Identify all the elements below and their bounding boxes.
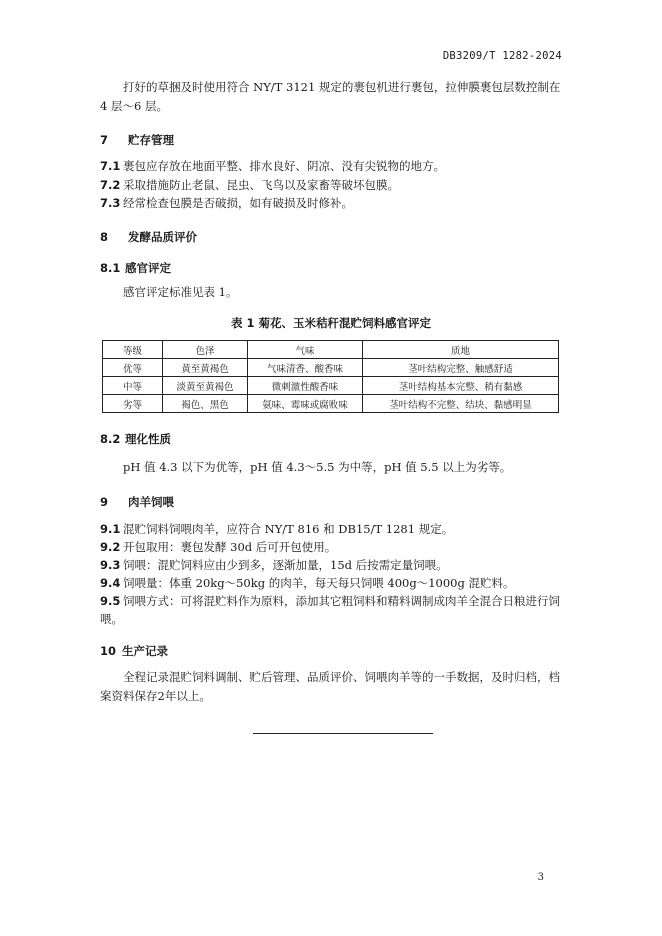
subsection-number: 8.2 xyxy=(100,432,121,446)
subsection-title: 感官评定 xyxy=(125,261,171,275)
clause-text: 饲喂方式：可将混贮料作为原料，添加其它粗饲料和精料调制成肉羊全混合日粮进行饲喂。 xyxy=(100,594,560,626)
section-number: 8 xyxy=(100,230,109,244)
table-cell: 劣等 xyxy=(103,395,163,413)
clause-text: 开包取用：裹包发酵 30d 后可开包使用。 xyxy=(123,540,337,554)
clause-9-1 xyxy=(100,520,570,538)
clause-9-4 xyxy=(100,574,570,592)
page-number: 3 xyxy=(537,872,544,883)
table-cell: 黄至黄褐色 xyxy=(163,359,248,377)
table-header-cell: 气味 xyxy=(248,341,363,359)
table-row xyxy=(103,359,559,377)
section-10-text: 全程记录混贮饲料调制、贮后管理、品质评价、饲喂肉羊等的一手数据，及时归档，档案资料保存2年以上。 xyxy=(100,670,560,703)
table-cell: 微刺激性酸香味 xyxy=(248,377,363,395)
clause-number: 9.2 xyxy=(100,540,121,554)
document-code: DB3209/T 1282-2024 xyxy=(442,50,562,62)
section-8-heading xyxy=(100,229,197,245)
section-7-heading xyxy=(100,132,174,148)
table-row xyxy=(103,395,559,413)
clause-text: 饲喂量：体重 20kg～50kg 的肉羊，每天每只饲喂 400g～1000g 混贮料。 xyxy=(123,576,515,590)
clause-number: 7.3 xyxy=(100,196,121,210)
table-header-row xyxy=(103,341,559,359)
clause-9-3 xyxy=(100,556,570,574)
intro-paragraph: 打好的草捆及时使用符合 NY/T 3121 规定的裹包机进行裹包，拉伸膜裹包层数控制在 4 层～6 层。 xyxy=(100,80,561,113)
clause-9-5 xyxy=(100,592,562,628)
clause-text: 经常检查包膜是否破损，如有破损及时修补。 xyxy=(123,196,353,210)
section-number: 9 xyxy=(100,495,109,509)
table-cell: 茎叶结构基本完整、稍有黏感 xyxy=(363,377,559,395)
subsection-8-2-text: pH 值 4.3 以下为优等，pH 值 4.3～5.5 为中等，pH 值 5.5 以上为劣等。 xyxy=(123,460,512,474)
section-number: 10 xyxy=(100,644,117,658)
clause-7-2 xyxy=(100,176,570,194)
section-title: 肉羊饲喂 xyxy=(128,495,174,509)
table-cell: 淡黄至黄褐色 xyxy=(163,377,248,395)
section-number: 7 xyxy=(100,133,109,147)
table-cell: 褐色、黑色 xyxy=(163,395,248,413)
clause-number: 9.4 xyxy=(100,576,121,590)
clause-number: 9.5 xyxy=(100,594,121,608)
section-10-heading xyxy=(100,643,168,659)
table-header-cell: 色泽 xyxy=(163,341,248,359)
table-cell: 茎叶结构不完整、结块、黏感明显 xyxy=(363,395,559,413)
clause-9-2 xyxy=(100,538,570,556)
clause-text: 混贮饲料饲喂肉羊，应符合 NY/T 816 和 DB15/T 1281 规定。 xyxy=(123,522,454,536)
clause-text: 采取措施防止老鼠、昆虫、飞鸟以及家畜等破坏包膜。 xyxy=(123,178,399,192)
clause-text: 饲喂：混贮饲料应由少到多，逐渐加量，15d 后按需定量饲喂。 xyxy=(123,558,448,572)
subsection-title: 理化性质 xyxy=(125,432,171,446)
clause-7-3 xyxy=(100,194,570,212)
table-row xyxy=(103,377,559,395)
end-rule xyxy=(253,733,433,734)
table-cell: 气味清香、酸香味 xyxy=(248,359,363,377)
section-9-heading xyxy=(100,494,174,510)
subsection-8-2-heading xyxy=(100,431,171,447)
section-title: 生产记录 xyxy=(122,644,168,658)
subsection-8-1-text: 感官评定标准见表 1。 xyxy=(123,285,238,299)
table-cell: 优等 xyxy=(103,359,163,377)
clause-number: 9.3 xyxy=(100,558,121,572)
clause-number: 7.2 xyxy=(100,178,121,192)
table-header-cell: 等级 xyxy=(103,341,163,359)
sensory-evaluation-table xyxy=(102,340,559,413)
clause-7-1 xyxy=(100,157,570,175)
clause-number: 7.1 xyxy=(100,159,121,173)
clause-text: 裹包应存放在地面平整、排水良好、阴凉、没有尖锐物的地方。 xyxy=(123,159,445,173)
table-cell: 中等 xyxy=(103,377,163,395)
subsection-8-1-heading xyxy=(100,260,171,276)
subsection-number: 8.1 xyxy=(100,261,121,275)
table-header-cell: 质地 xyxy=(363,341,559,359)
section-title: 发酵品质评价 xyxy=(128,230,197,244)
table-cell: 茎叶结构完整、触感舒适 xyxy=(363,359,559,377)
table-1-title: 表 1 菊花、玉米秸秆混贮饲料感官评定 xyxy=(230,316,431,330)
table-cell: 氨味、霉味或腐败味 xyxy=(248,395,363,413)
section-title: 贮存管理 xyxy=(128,133,174,147)
clause-number: 9.1 xyxy=(100,522,121,536)
